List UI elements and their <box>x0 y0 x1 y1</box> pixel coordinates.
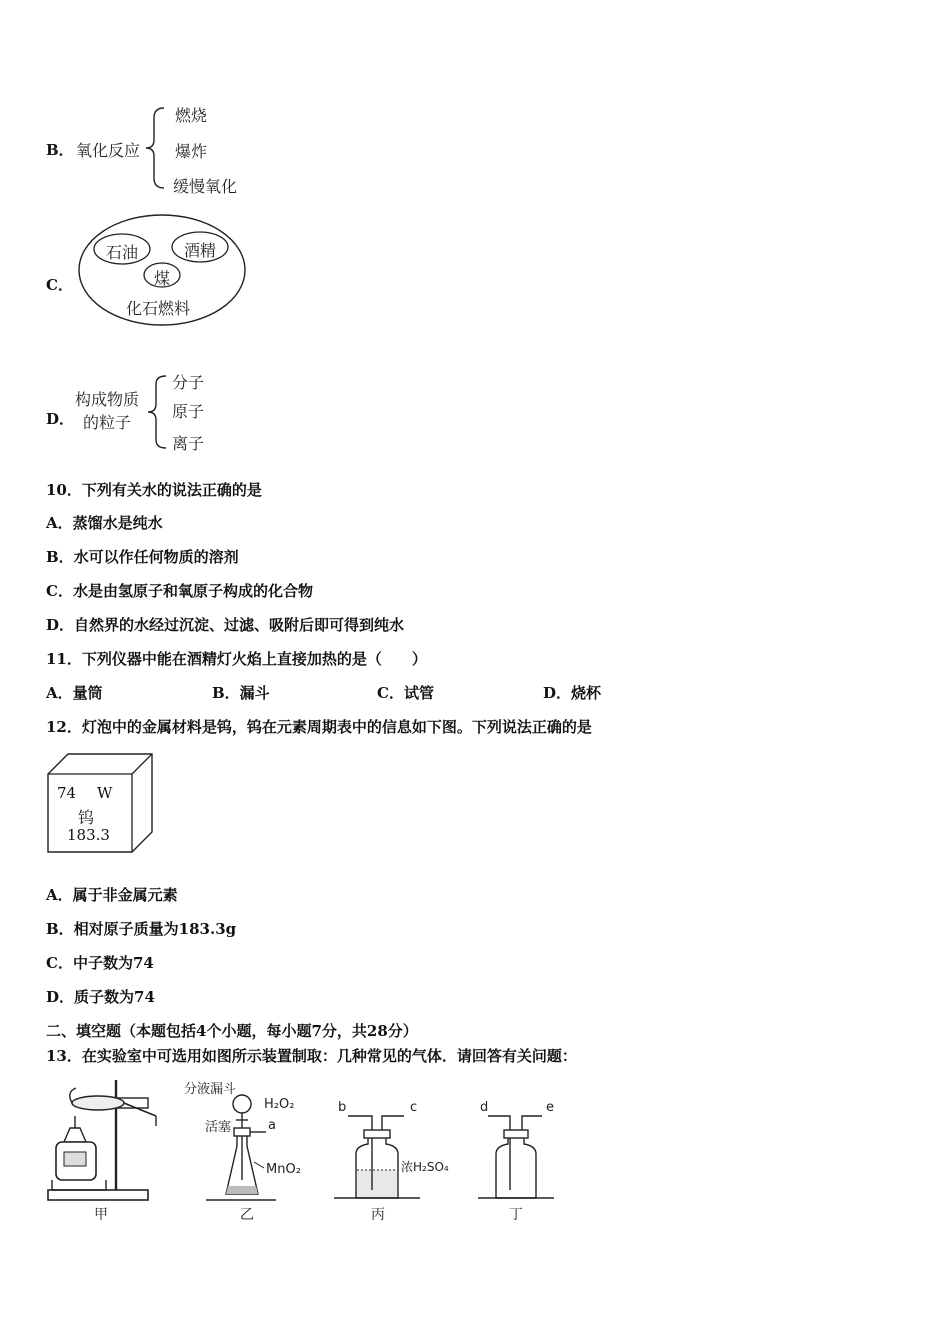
section-heading: 二、填空题（本题包括4个小题，每小题7分，共28分） <box>46 1022 418 1040</box>
port-label: c <box>410 1100 418 1115</box>
element-mass: 183.3 <box>67 826 110 844</box>
tree-root: 的粒子 <box>83 413 132 432</box>
element-atomic-number: 74 <box>57 784 77 802</box>
question-stem: 13．在实验室中可选用如图所示装置制取：几种常见的气体．请回答有关问题： <box>46 1047 577 1065</box>
heating-apparatus <box>46 1076 162 1204</box>
tree-branch: 缓慢氧化 <box>173 177 238 196</box>
venn-container-label: 化石燃料 <box>126 299 191 318</box>
apparatus-caption: 乙 <box>240 1207 254 1223</box>
port-label: e <box>546 1100 554 1115</box>
tree-root: 氧化反应 <box>76 141 141 160</box>
gas-bottle <box>478 1104 558 1204</box>
flask-apparatus <box>206 1090 278 1204</box>
answer-option: D．自然界的水经过沉淀、过滤、吸附后即可得到纯水 <box>46 616 405 634</box>
apparatus-caption: 丁 <box>509 1207 523 1223</box>
answer-option: C．试管 <box>377 684 434 702</box>
venn-item: 煤 <box>154 269 171 288</box>
answer-option: B．相对原子质量为183.3g <box>46 920 237 938</box>
apparatus-caption: 甲 <box>94 1207 108 1223</box>
brace-icon <box>142 104 172 192</box>
answer-option: D．质子数为74 <box>46 988 155 1006</box>
element-symbol: W <box>97 784 113 802</box>
reagent-label: 浓H₂SO₄ <box>401 1160 449 1174</box>
answer-option: D．烧杯 <box>543 684 602 702</box>
answer-option: C．水是由氢原子和氧原子构成的化合物 <box>46 582 313 600</box>
tree-root: 构成物质 <box>75 390 140 409</box>
brace-icon <box>144 372 172 452</box>
question-stem: 10．下列有关水的说法正确的是 <box>46 481 262 499</box>
tree-branch: 燃烧 <box>175 106 208 125</box>
question-stem: 12．灯泡中的金属材料是钨，钨在元素周期表中的信息如下图。下列说法正确的是 <box>46 718 592 736</box>
wash-bottle <box>334 1104 424 1204</box>
tree-branch: 分子 <box>172 373 205 392</box>
port-label: b <box>338 1100 347 1115</box>
option-letter: B． <box>46 141 74 159</box>
question-stem: 11．下列仪器中能在酒精灯火焰上直接加热的是（ ） <box>46 650 427 668</box>
port-label: d <box>480 1100 489 1115</box>
answer-option: A．量筒 <box>46 684 103 702</box>
reagent-label: MnO₂ <box>266 1162 301 1177</box>
venn-item: 石油 <box>106 243 139 262</box>
element-name: 钨 <box>78 808 95 827</box>
answer-option: A．属于非金属元素 <box>46 886 178 904</box>
option-letter: D． <box>46 410 75 428</box>
port-label: a <box>268 1118 276 1133</box>
answer-option: B．漏斗 <box>212 684 270 702</box>
answer-option: A．蒸馏水是纯水 <box>46 514 163 532</box>
option-letter: C． <box>46 276 73 294</box>
stopcock-label: 活塞 <box>205 1120 232 1135</box>
funnel-label: 分液漏斗 <box>184 1082 237 1097</box>
apparatus-caption: 丙 <box>371 1207 385 1223</box>
venn-item: 酒精 <box>184 241 217 260</box>
answer-option: C．中子数为74 <box>46 954 154 972</box>
tree-branch: 离子 <box>172 434 205 453</box>
answer-option: B．水可以作任何物质的溶剂 <box>46 548 239 566</box>
tree-branch: 原子 <box>172 402 205 421</box>
reagent-label: H₂O₂ <box>264 1097 295 1112</box>
tree-branch: 爆炸 <box>175 142 208 161</box>
